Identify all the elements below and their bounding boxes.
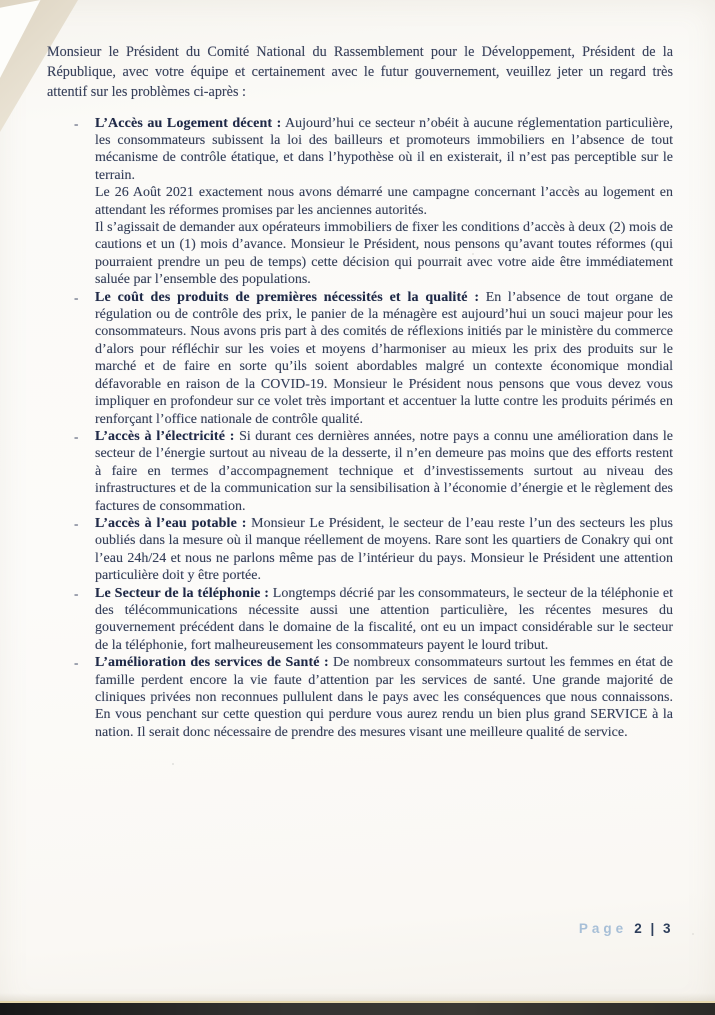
issue-title: L’amélioration des services de Santé : — [95, 655, 329, 671]
issue-paragraph — [95, 515, 673, 585]
bullet-dash: - — [74, 515, 79, 531]
issue-text: De nombreux consommateurs surtout les femmes en état de famille perdent encore la vie faute d’attention par les services de santé. Une grande majorité de cliniques privées non reconnues pullulent dans le pays avec les conséquences que nous connaissons. En vous penchant sur cette question qui perdure vous aurez rendu un bien plus grand SERVICE à la nation. Il serait donc nécessaire de prendre des mesures visant une meilleure qualité de service. — [95, 655, 673, 740]
bullet-dash: - — [74, 585, 79, 601]
issue-text: En l’absence de tout organe de régulation ou de contrôle des prix, le panier de la ménagère est aujourd’hui un souci majeur pour les consommateurs. Nous avons pris part à des comités de réflexions initiés par le ministère du commerce d’alors pour réfléchir sur les voies et moyens d’harmoniser au mieux les prix des produits sur le marché et de faire en sorte qu’ils soient abordables malgré un contexte économique mondial défavorable en raison de la COVID-19. Monsieur le Président nous pensons que vous devez vous impliquer en profondeur sur ce volet très important et accentuer la lutte contre les produits périmés en renforçant l’office nationale de contrôle qualité. — [95, 289, 674, 427]
issue-item-housing — [74, 115, 673, 289]
issue-paragraph: Le 26 Août 2021 exactement nous avons démarré une campagne concernant l’accès au logement en attendant les réformes promises par les anciennes autorités. — [95, 185, 673, 218]
issue-paragraph — [95, 585, 673, 655]
issue-item-water — [74, 515, 673, 585]
bullet-dash: - — [74, 655, 79, 671]
issue-item-health — [74, 654, 673, 741]
issue-text: Si durant ces dernières années, notre pays a connu une amélioration dans le secteur de l’énergie surtout au niveau de la desserte, il n’en demeure pas moins que des efforts restent à faire en termes d’accompagnement technique et d’investissements surtout au niveau des infrastructures et de la communication sur la sensibilisation à l’économie d’énergie et le règlement des factures de consommation. — [95, 428, 673, 514]
issue-text: Aujourd’hui ce secteur n’obéit à aucune réglementation particulière, les consommateurs subissent la loi des bailleurs et promoteurs immobiliers en l’absence de tout mécanisme de contrôle étatique, et dans l’hypothèse où il en existerait, il n’est pas perceptible sur le terrain. — [95, 115, 673, 183]
issue-title: Le coût des produits de premières nécessités et la qualité : — [95, 289, 480, 305]
page-footer — [0, 921, 673, 936]
issue-paragraph — [95, 428, 673, 515]
issue-paragraph: Il s’agissait de demander aux opérateurs immobiliers de fixer les conditions d’accès à deux (2) mois de cautions et un (1) mois d’avance. Monsieur le Président, nous pensons qu’avant toutes réformes (qui pourraient prendre un peu de temps) cette décision qui pourrait avec votre aide être immédiatement saluée par l’ensemble des populations. — [95, 220, 673, 288]
issues-list — [74, 115, 674, 742]
issue-paragraph — [95, 115, 673, 185]
bullet-dash: - — [74, 115, 79, 131]
letter-body — [47, 42, 673, 741]
issue-paragraph — [95, 289, 673, 428]
issue-title: L’accès à l’électricité : — [95, 428, 235, 444]
issue-text: Longtemps décrié par les consommateurs, le secteur de la téléphonie et des télécommunications nécessite aussi une attention particulière, les récentes mesures du gouvernement précédent dans le domaine de la fiscalité, ont eu un impact considérable sur le secteur de la téléphonie, fort malheureusement les consommateurs payent le lourd tribut. — [95, 585, 674, 653]
bullet-dash: - — [74, 289, 79, 305]
issue-title: L’Accès au Logement décent : — [95, 115, 282, 131]
issue-title: Le Secteur de la téléphonie : — [95, 585, 270, 601]
issue-paragraph — [95, 654, 673, 741]
issue-title: L’accès à l’eau potable : — [95, 515, 247, 531]
bullet-dash: - — [74, 428, 79, 444]
scan-bottom-edge — [0, 1001, 715, 1015]
page-number: 2 | 3 — [634, 921, 673, 936]
issue-text: Monsieur Le Président, le secteur de l’eau reste l’un des secteurs les plus oubliés dans la mesure où il manque réellement de moyens. Rare sont les quartiers de Conakry qui ont l’eau 24h/24 et nous ne parlons même pas de l’intérieur du pays. Monsieur le Président une attention particulière doit y être portée. — [95, 515, 673, 584]
issue-item-electricity — [74, 428, 673, 515]
issue-item-telephony — [74, 585, 674, 655]
issue-item-prices-quality — [74, 289, 674, 428]
scan-bottom-shadow — [0, 993, 715, 1001]
intro-paragraph: Monsieur le Président du Comité National du Rassemblement pour le Développement, Président de la République, avec votre équipe et certainement avec le futur gouvernement, veuillez jeter un regard très attentif sur les problèmes ci-après : — [47, 44, 673, 101]
page-footer-label: Page — [578, 921, 628, 936]
